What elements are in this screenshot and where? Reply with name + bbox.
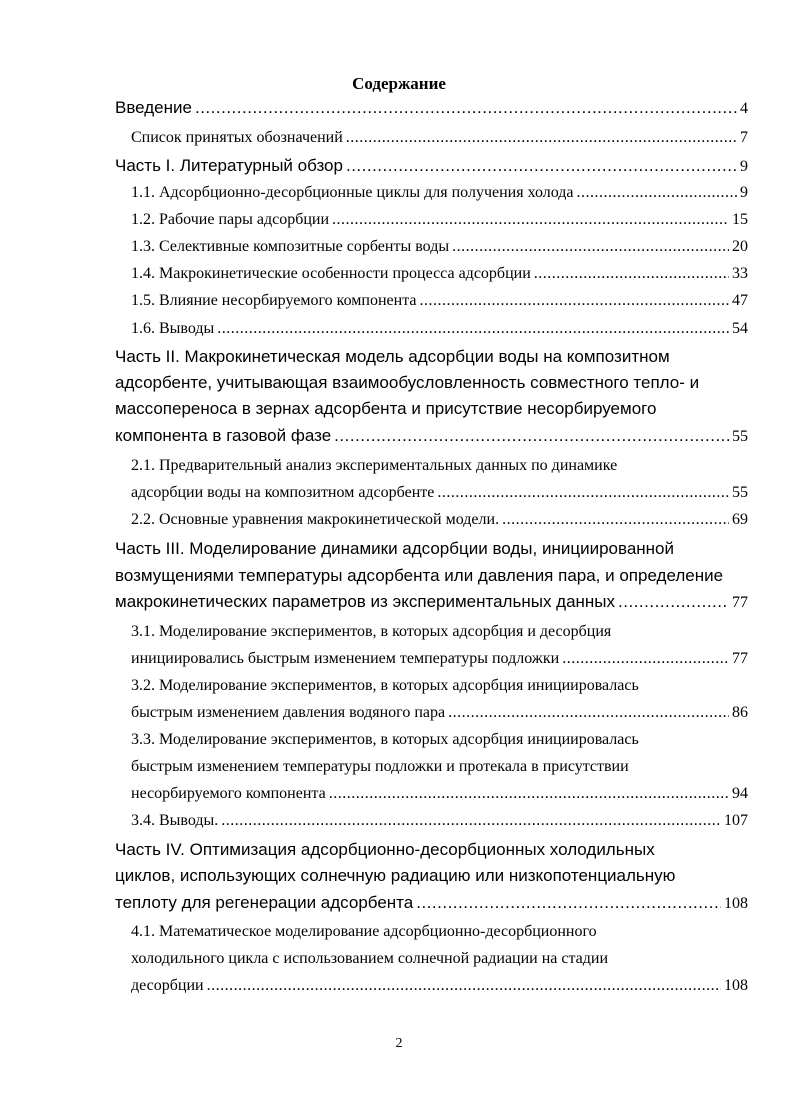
toc-entry-text: адсорбции воды на композитном адсорбенте [131,484,435,501]
toc-entry-part-1[interactable] [115,156,748,176]
toc-page-number: 9 [740,184,748,201]
toc-entry-text: макрокинетических параметров из экспериментальных данных [115,592,616,611]
leader-dots [217,320,729,338]
toc-entry-1-5[interactable] [131,292,748,310]
page-title: Содержание [352,74,446,93]
toc-entry-part-3-line: возмущениями температуры адсорбента или давления пара, и определение [115,566,724,585]
toc-entry-2-1-line: 2.1. Предварительный анализ экспериментальных данных по динамике [131,457,618,474]
toc-page-number: 20 [732,238,748,255]
toc-entry-1-4[interactable] [131,265,748,283]
leader-dots [452,238,729,256]
toc-page-number: 7 [740,129,748,146]
leader-dots [502,511,729,529]
toc-entry-3-1[interactable] [131,650,748,668]
leader-dots [448,704,729,722]
leader-dots [332,211,729,229]
toc-entry-4-1[interactable] [131,977,748,995]
leader-dots [329,785,729,803]
toc-entry-part-2-line: Часть II. Макрокинетическая модель адсорбции воды на композитном [115,347,670,366]
toc-entry-text: Введение [115,98,192,117]
toc-entry-text: 1.3. Селективные композитные сорбенты воды [131,238,450,255]
toc-entry-text: несорбируемого компонента [131,785,326,802]
toc-entry-1-1[interactable] [131,184,748,202]
page-number: 2 [395,1036,403,1051]
toc-entry-notation[interactable] [131,129,748,147]
toc-entry-text: Список принятых обозначений [131,129,343,146]
toc-entry-part-4-line: Часть IV. Оптимизация адсорбционно-десорбционных холодильных [115,840,655,859]
toc-entry-part-2-line: массопереноса в зернах адсорбента и присутствие несорбируемого [115,399,657,418]
leader-dots [346,129,737,147]
toc-page-number: 47 [732,292,748,309]
leader-dots [334,426,729,446]
toc-page-number: 108 [724,977,748,994]
leader-dots [420,292,730,310]
toc-entry-text: теплоту для регенерации адсорбента [115,893,414,912]
toc-entry-3-3-line: 3.3. Моделирование экспериментов, в которых адсорбция инициировалась [131,731,639,748]
toc-page-number: 15 [732,211,748,228]
leader-dots [207,977,721,995]
toc-entry-text: 3.4. Выводы. [131,812,219,829]
toc-entry-3-2[interactable] [131,704,748,722]
toc-entry-text: 1.1. Адсорбционно-десорбционные циклы для получения холода [131,184,574,201]
leader-dots [577,184,737,202]
toc-entry-text: Часть I. Литературный обзор [115,156,343,175]
toc-page-number: 107 [724,812,748,829]
toc-entry-2-2[interactable] [131,511,748,529]
leader-dots [562,650,729,668]
toc-page-number: 86 [732,704,748,721]
toc-entry-part-2-line: адсорбенте, учитывающая взаимообусловленность совместного тепло- и [115,373,700,392]
toc-entry-text: инициировались быстрым изменением температуры подложки [131,650,560,667]
leader-dots [437,484,729,502]
toc-page-number: 94 [732,785,748,802]
toc-entry-1-6[interactable] [131,320,748,338]
toc-entry-1-2[interactable] [131,211,748,229]
toc-entry-part-2[interactable] [115,426,748,446]
toc-entry-3-3[interactable] [131,785,748,803]
toc-page-number: 54 [732,320,748,337]
toc-page-number: 4 [740,100,748,117]
toc-entry-text: десорбции [131,977,204,994]
toc-page-number: 33 [732,265,748,282]
toc-entry-3-3-line: быстрым изменением температуры подложки и протекала в присутствии [131,758,629,775]
toc-page-number: 69 [732,511,748,528]
toc-entry-1-3[interactable] [131,238,748,256]
toc-entry-part-3-line: Часть III. Моделирование динамики адсорбции воды, инициированной [115,539,674,558]
toc-entry-text: 1.2. Рабочие пары адсорбции [131,211,330,228]
toc-entry-introduction[interactable] [115,98,748,118]
leader-dots [416,893,721,913]
toc-entry-text: 1.4. Макрокинетические особенности процесса адсорбции [131,265,531,282]
toc-page-number: 77 [732,650,748,667]
toc-page-number: 108 [724,895,748,912]
leader-dots [221,812,721,830]
toc-entry-part-4-line: циклов, использующих солнечную радиацию или низкопотенциальную [115,866,676,885]
leader-dots [346,156,737,176]
toc-entry-4-1-line: 4.1. Математическое моделирование адсорбционно-десорбционного [131,923,597,940]
toc-entry-3-4[interactable] [131,812,748,830]
toc-entry-3-2-line: 3.2. Моделирование экспериментов, в которых адсорбция инициировалась [131,677,639,694]
toc-entry-text: быстрым изменением давления водяного пара [131,704,446,721]
toc-page-number: 55 [732,428,748,445]
leader-dots [195,98,737,118]
toc-entry-4-1-line: холодильного цикла с использованием солнечной радиации на стадии [131,950,609,967]
toc-page-number: 55 [732,484,748,501]
toc-entry-2-1[interactable] [131,484,748,502]
toc-entry-3-1-line: 3.1. Моделирование экспериментов, в которых адсорбция и десорбция [131,623,612,640]
toc-entry-part-4[interactable] [115,893,748,913]
leader-dots [534,265,729,283]
toc-page-number: 9 [740,158,748,175]
toc-entry-part-3[interactable] [115,592,748,612]
toc-entry-text: 1.5. Влияние несорбируемого компонента [131,292,417,309]
toc-page-number: 77 [732,594,748,611]
toc-entry-text: 1.6. Выводы [131,320,215,337]
toc-entry-text: компонента в газовой фазе [115,426,332,445]
toc-entry-text: 2.2. Основные уравнения макрокинетической модели. [131,511,500,528]
leader-dots [618,592,729,612]
